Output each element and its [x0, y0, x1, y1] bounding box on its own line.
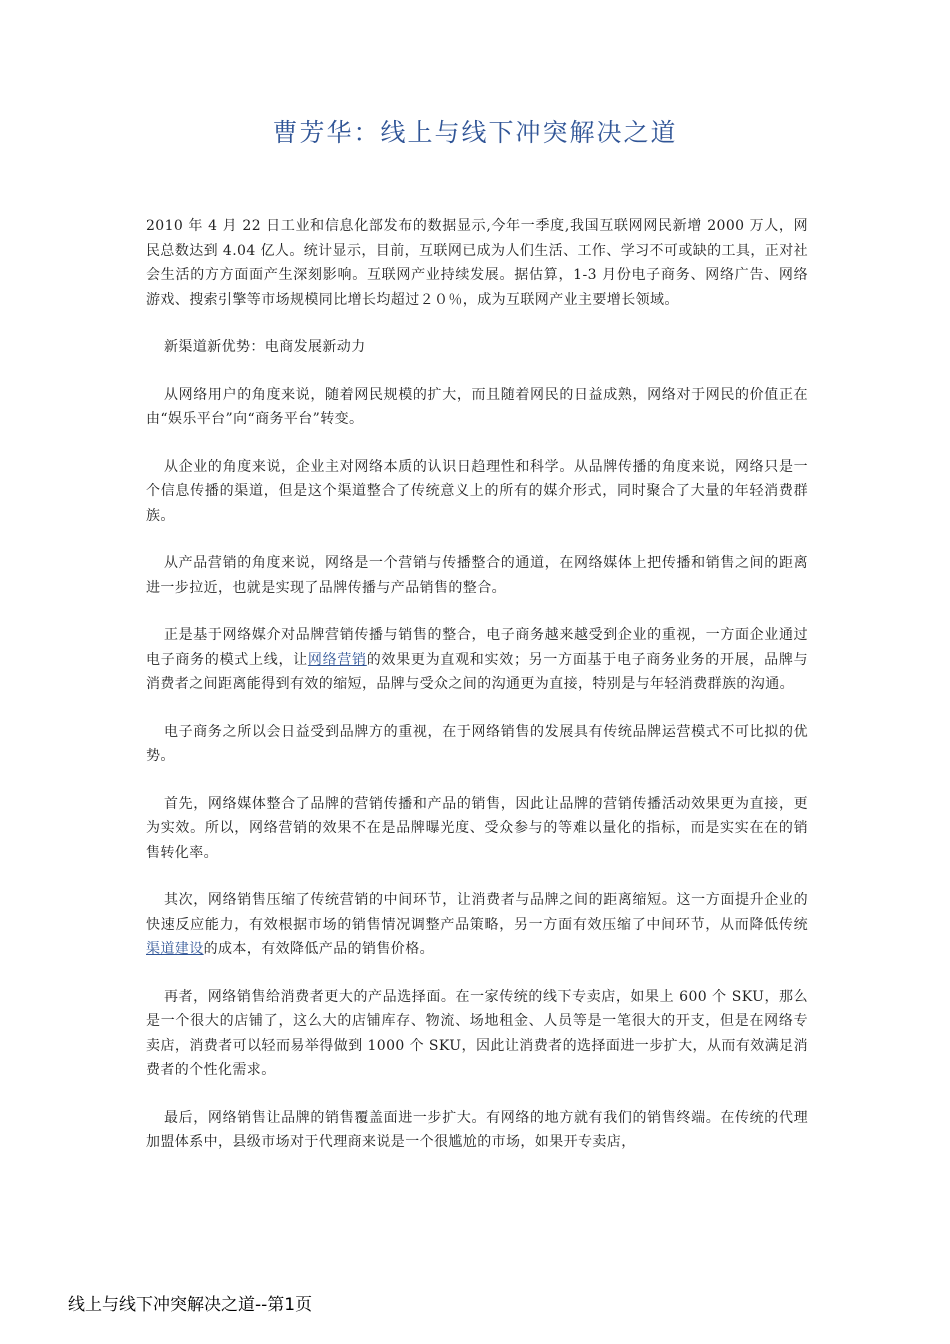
page-footer: 线上与线下冲突解决之道--第1页: [68, 1295, 313, 1315]
paragraph-advantages-intro: 电子商务之所以会日益受到品牌方的重视，在于网络销售的发展具有传统品牌运营模式不可比拟的优势。: [146, 723, 808, 764]
paragraph-text: 的成本，有效降低产品的销售价格。: [203, 941, 435, 957]
paragraph-text: 正是基于网络媒介对品牌营销传播与销售的整合，电子商务越来越受到企业的重视，一方面企业通过电子商务的模式上线，让: [146, 627, 808, 668]
paragraph-third: 再者，网络销售给消费者更大的产品选择面。在一家传统的线下专卖店，如果上 600 个 SKU，那么是一个很大的店铺了，这么大的店铺库存、物流、场地租金、人员等是一笔很大的开支，但是在网络专卖店，消费者可以轻而易举得做到 1000 个 SKU，因此让消费者的选择面进一步扩大，从而有效满足消费者的个性化需求。: [146, 988, 808, 1078]
link-network-marketing[interactable]: 网络营销: [307, 651, 367, 668]
paragraph-first: 首先，网络媒体整合了品牌的营销传播和产品的销售，因此让品牌的营销传播活动效果更为直接，更为实效。所以，网络营销的效果不在是品牌曝光度、受众参与的等难以量化的指标，而是实实在在的销售转化率。: [146, 795, 808, 861]
intro-paragraph: 2010 年 4 月 22 日工业和信息化部发布的数据显示,今年一季度,我国互联网网民新增 2000 万人，网民总数达到 4.04 亿人。统计显示，目前，互联网已成为人们生活、工作、学习不可或缺的工具，正对社会生活的方方面面产生深刻影响。互联网产业持续发展。据估算，1-3 月份电子商务、网络广告、网络游戏、搜索引擎等市场规模同比增长均超过２０％，成为互联网产业主要增长领域。: [146, 218, 808, 308]
section-heading: 新渠道新优势：电商发展新动力: [164, 339, 366, 355]
paragraph-marketing-perspective: 从产品营销的角度来说，网络是一个营销与传播整合的通道，在网络媒体上把传播和销售之间的距离进一步拉近，也就是实现了品牌传播与产品销售的整合。: [146, 555, 808, 596]
link-channel-building[interactable]: 渠道建设: [146, 941, 204, 957]
paragraph-ecommerce-integration: [146, 623, 808, 697]
article-body: [146, 214, 808, 1178]
paragraph-last: 最后，网络销售让品牌的销售覆盖面进一步扩大。有网络的地方就有我们的销售终端。在传统的代理加盟体系中，县级市场对于代理商来说是一个很尴尬的市场，如果开专卖店，: [146, 1109, 808, 1150]
paragraph-user-perspective: 从网络用户的角度来说，随着网民规模的扩大，而且随着网民的日益成熟，网络对于网民的价值正在由“娱乐平台”向“商务平台”转变。: [146, 386, 808, 427]
document-title: 曹芳华：线上与线下冲突解决之道: [272, 118, 678, 147]
paragraph-text: 其次，网络销售压缩了传统营销的中间环节，让消费者与品牌之间的距离缩短。这一方面提升企业的快速反应能力，有效根据市场的销售情况调整产品策略，另一方面有效压缩了中间环节，从而降低传统: [146, 892, 808, 933]
paragraph-text: 的效果更为直观和实效；另一方面基于电子商务业务的开展，品牌与消费者之间距离能得到有效的缩短，品牌与受众之间的沟通更为直接，特别是与年轻消费群族的沟通。: [146, 651, 808, 692]
paragraph-second: [146, 888, 808, 962]
paragraph-enterprise-perspective: 从企业的角度来说，企业主对网络本质的认识日趋理性和科学。从品牌传播的角度来说，网络只是一个信息传播的渠道，但是这个渠道整合了传统意义上的所有的媒介形式，同时聚合了大量的年轻消费群族。: [146, 458, 808, 524]
